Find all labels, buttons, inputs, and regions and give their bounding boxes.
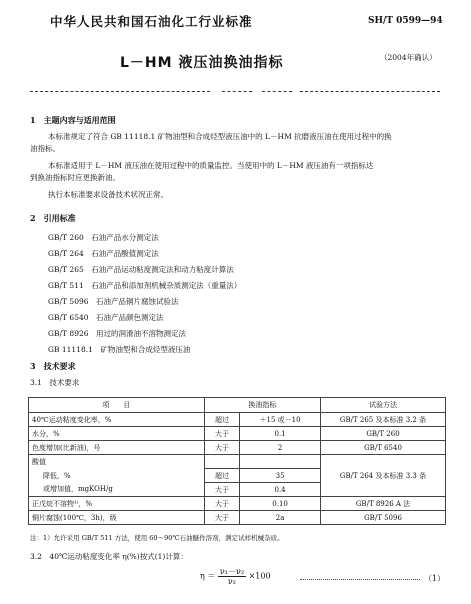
cell-method: GB/T 6540 — [321, 441, 446, 455]
cell-item: 水分，% — [29, 427, 205, 441]
formula-numerator: ν₁－ν₂ — [219, 567, 245, 576]
cell-value — [240, 455, 321, 469]
cell-qualifier: 大于 — [204, 483, 239, 497]
ministry-header: 中华人民共和国石油化工行业标准 — [50, 14, 253, 29]
cell-item: 降低，% — [29, 469, 205, 483]
section-1-para2-line1: 本标准适用于 L－HM 液压油在使用过程中的质量监控。当使用中的 L－HM 液压油有一项指标达 — [48, 161, 374, 170]
cell-item: 40℃运动粘度变化率，% — [29, 413, 205, 427]
table-note: 注：1）允许采用 GB/T 511 方法，使用 60～90℃石油醚作溶剂，测定试样机械杂质。 — [30, 534, 284, 542]
cell-value: 35 — [240, 469, 321, 483]
table-row — [29, 427, 446, 441]
cell-qualifier — [204, 455, 239, 469]
section-3-2-heading: 3.2 40℃运动粘度变化率 η(%)按式(1)计算： — [30, 552, 188, 561]
separator-left — [30, 91, 210, 92]
reference-item: GB 11118.1 矿物油型和合成烃型液压油 — [48, 345, 191, 354]
reference-item: GB/T 264 石油产品酸值测定法 — [48, 249, 159, 258]
cell-item: 酸值 — [29, 455, 205, 469]
section-1-para1-line1: 本标准规定了符合 GB 11118.1 矿物油型和合成烃型液压油中的 L－HM 抗磨液压油在使用过程中的换 — [48, 132, 392, 141]
cell-item: 或增加值，mgKOH/g — [29, 483, 205, 497]
formula-rhs: ×100 — [248, 571, 271, 581]
reference-item: GB/T 265 石油产品运动粘度测定法和动力粘度计算法 — [48, 265, 234, 274]
header-limit: 换油指标 — [204, 398, 320, 413]
separator-right — [300, 91, 440, 92]
section-3-1-heading: 3.1 技术要求 — [30, 378, 80, 387]
formula-fraction — [218, 567, 246, 586]
cell-value: 0.10 — [240, 497, 321, 511]
formula-number: （1） — [424, 574, 446, 583]
cell-item: 色度增加(比新油)，号 — [29, 441, 205, 455]
spec-table — [28, 397, 446, 525]
section-1-para1-line2: 油指标。 — [30, 144, 60, 153]
reference-item: GB/T 260 石油产品水分测定法 — [48, 233, 159, 242]
cell-value: 0.4 — [240, 483, 321, 497]
cell-value: 0.1 — [240, 427, 321, 441]
cell-value: ＋15 或－10 — [240, 413, 321, 427]
reference-item: GB/T 511 石油产品和添加剂机械杂质测定法（重量法） — [48, 281, 242, 290]
cell-item: 铜片腐蚀(100℃，3h)，级 — [29, 511, 205, 525]
cell-qualifier: 大于 — [204, 427, 239, 441]
cell-method: GB/T 265 及本标准 3.2 条 — [321, 413, 446, 427]
cell-value: 2 — [240, 441, 321, 455]
cell-qualifier: 大于 — [204, 441, 239, 455]
document-title: L－HM 液压油换油指标 — [120, 55, 284, 71]
cell-qualifier: 超过 — [204, 413, 239, 427]
reference-item: GB/T 6540 石油产品颜色测定法 — [48, 313, 164, 322]
table-header-row — [29, 398, 446, 413]
reference-item: GB/T 8926 用过的润滑油不溶物测定法 — [48, 329, 187, 338]
cell-qualifier: 大于 — [204, 511, 239, 525]
cell-method: GB/T 5096 — [321, 511, 446, 525]
section-1-para2-line2: 到换油指标时应更换新油。 — [30, 173, 120, 182]
cell-method: GB/T 260 — [321, 427, 446, 441]
section-1-heading: 1 主题内容与适用范围 — [30, 115, 116, 125]
reference-item: GB/T 5096 石油产品铜片腐蚀试验法 — [48, 297, 179, 306]
separator-mid2 — [262, 91, 292, 92]
cell-value: 2a — [240, 511, 321, 525]
table-row — [29, 511, 446, 525]
formula-lhs: η ＝ — [200, 571, 216, 581]
section-1-para3: 执行本标准要求设备技术状况正常。 — [48, 190, 168, 199]
section-2-heading: 2 引用标准 — [30, 213, 76, 223]
table-row — [29, 441, 446, 455]
formula-leader — [300, 579, 420, 580]
table-row — [29, 413, 446, 427]
table-row — [29, 497, 446, 511]
section-3-heading: 3 技术要求 — [30, 361, 76, 371]
standard-number: SH/T 0599—94 — [368, 16, 443, 26]
confirm-note: （2004年确认） — [380, 53, 437, 62]
table-row — [29, 455, 446, 469]
header-item: 项 目 — [29, 398, 205, 413]
cell-item: 正戊烷不溶物¹⁾，% — [29, 497, 205, 511]
cell-method: GB/T 8926 A 法 — [321, 497, 446, 511]
formula — [200, 567, 271, 586]
header-method: 试验方法 — [321, 398, 446, 413]
separator-mid — [222, 91, 252, 92]
cell-method: GB/T 264 及本标准 3.3 条 — [321, 455, 446, 497]
cell-qualifier: 大于 — [204, 497, 239, 511]
cell-qualifier: 超过 — [204, 469, 239, 483]
formula-denominator: ν₂ — [227, 577, 236, 586]
